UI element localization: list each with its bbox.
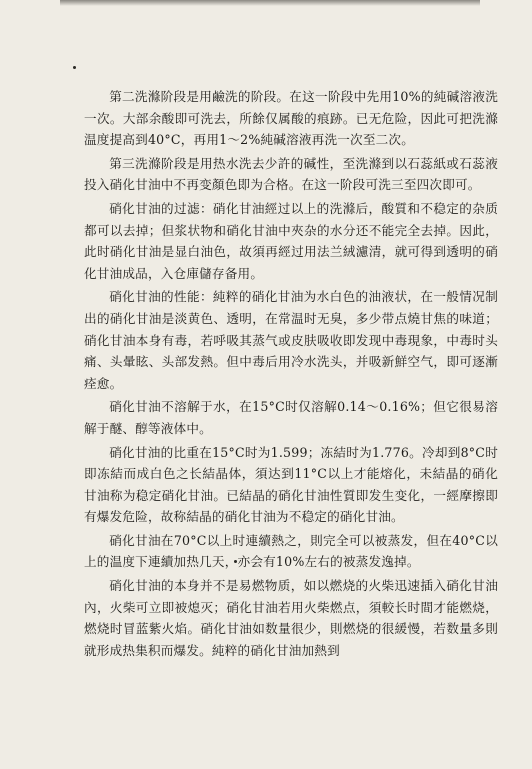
paragraph: 硝化甘油不溶解于水，在15°C时仅溶解0.14～0.16%；但它很易溶解于醚、醇等液体中。 (84, 399, 498, 436)
paragraph: 硝化甘油的过滤：硝化甘油經过以上的洗滌后，酸質和不稳定的杂质都可以去掉；但浆状物和硝化甘油中夾杂的水分还不能完全去掉。因此，此时硝化甘油是显白油色，故須再經过用法兰絨濾清，就可得到透明的硝化甘油成品，入仓庫儲存备用。 (84, 200, 498, 281)
paragraph: 硝化甘油的比重在15°C时为1.599；冻結时为1.776。冷却到8°C时即冻結而成白色之长結晶体，須达到11°C以上才能熔化，未結晶的硝化甘油称为稳定硝化甘油。已結晶的硝化甘油性質即发生变化，一經摩擦即有爆发危险，故称結晶的硝化甘油为不稳定的硝化甘油。 (84, 444, 498, 525)
paragraph: 第三洗滌阶段是用热水洗去少許的碱性，至洗滌到以石蕊紙或石蕊液投入硝化甘油中不再变顏色即为合格。在这一阶段可洗三至四次即可。 (84, 155, 498, 193)
paragraph: 硝化甘油在70°C以上时連續熱之，則完全可以被蒸发，但在40°C以上的温度下連續加热几天，亦会有10%左右的被蒸发逸掉。 (84, 532, 498, 570)
paragraph: 第二洗滌阶段是用鹼洗的阶段。在这一阶段中先用10%的純碱溶液洗一次。大部余酸即可洗去，所餘仅属酸的痕跡。已无危险，因此可把洗滌温度提高到40°C，再用1～2%純碱溶液再洗一次至二次。 (84, 89, 498, 148)
paragraph: 硝化甘油的本身并不是易燃物质，如以燃烧的火柴迅速插入硝化甘油內，火柴可立即被熄灭；硝化甘油若用火柴燃点，須較长时間才能燃烧，燃烧时冒蓝紫火焰。硝化甘油如数量很少，則燃烧的很緩慢，若数量多則就形成热集积而爆发。純粹的硝化甘油加熱到 (84, 578, 498, 658)
paragraph: 硝化甘油的性能：純粹的硝化甘油为水白色的油液状，在一般情况制出的硝化甘油是淡黄色、透明，在常温时无臭，多少带点燒甘焦的味道；硝化甘油本身有毒，若呼吸其蒸气或皮肤吸收即发现中毒現象，中毒时头痛、头暈眩、头部发熱。但中毒后用冷水洗头，并吸新鮮空气，即可逐漸痊愈。 (84, 289, 498, 391)
ink-speck (73, 66, 76, 69)
scan-edge-shadow (60, 0, 480, 6)
body-text (84, 86, 498, 661)
